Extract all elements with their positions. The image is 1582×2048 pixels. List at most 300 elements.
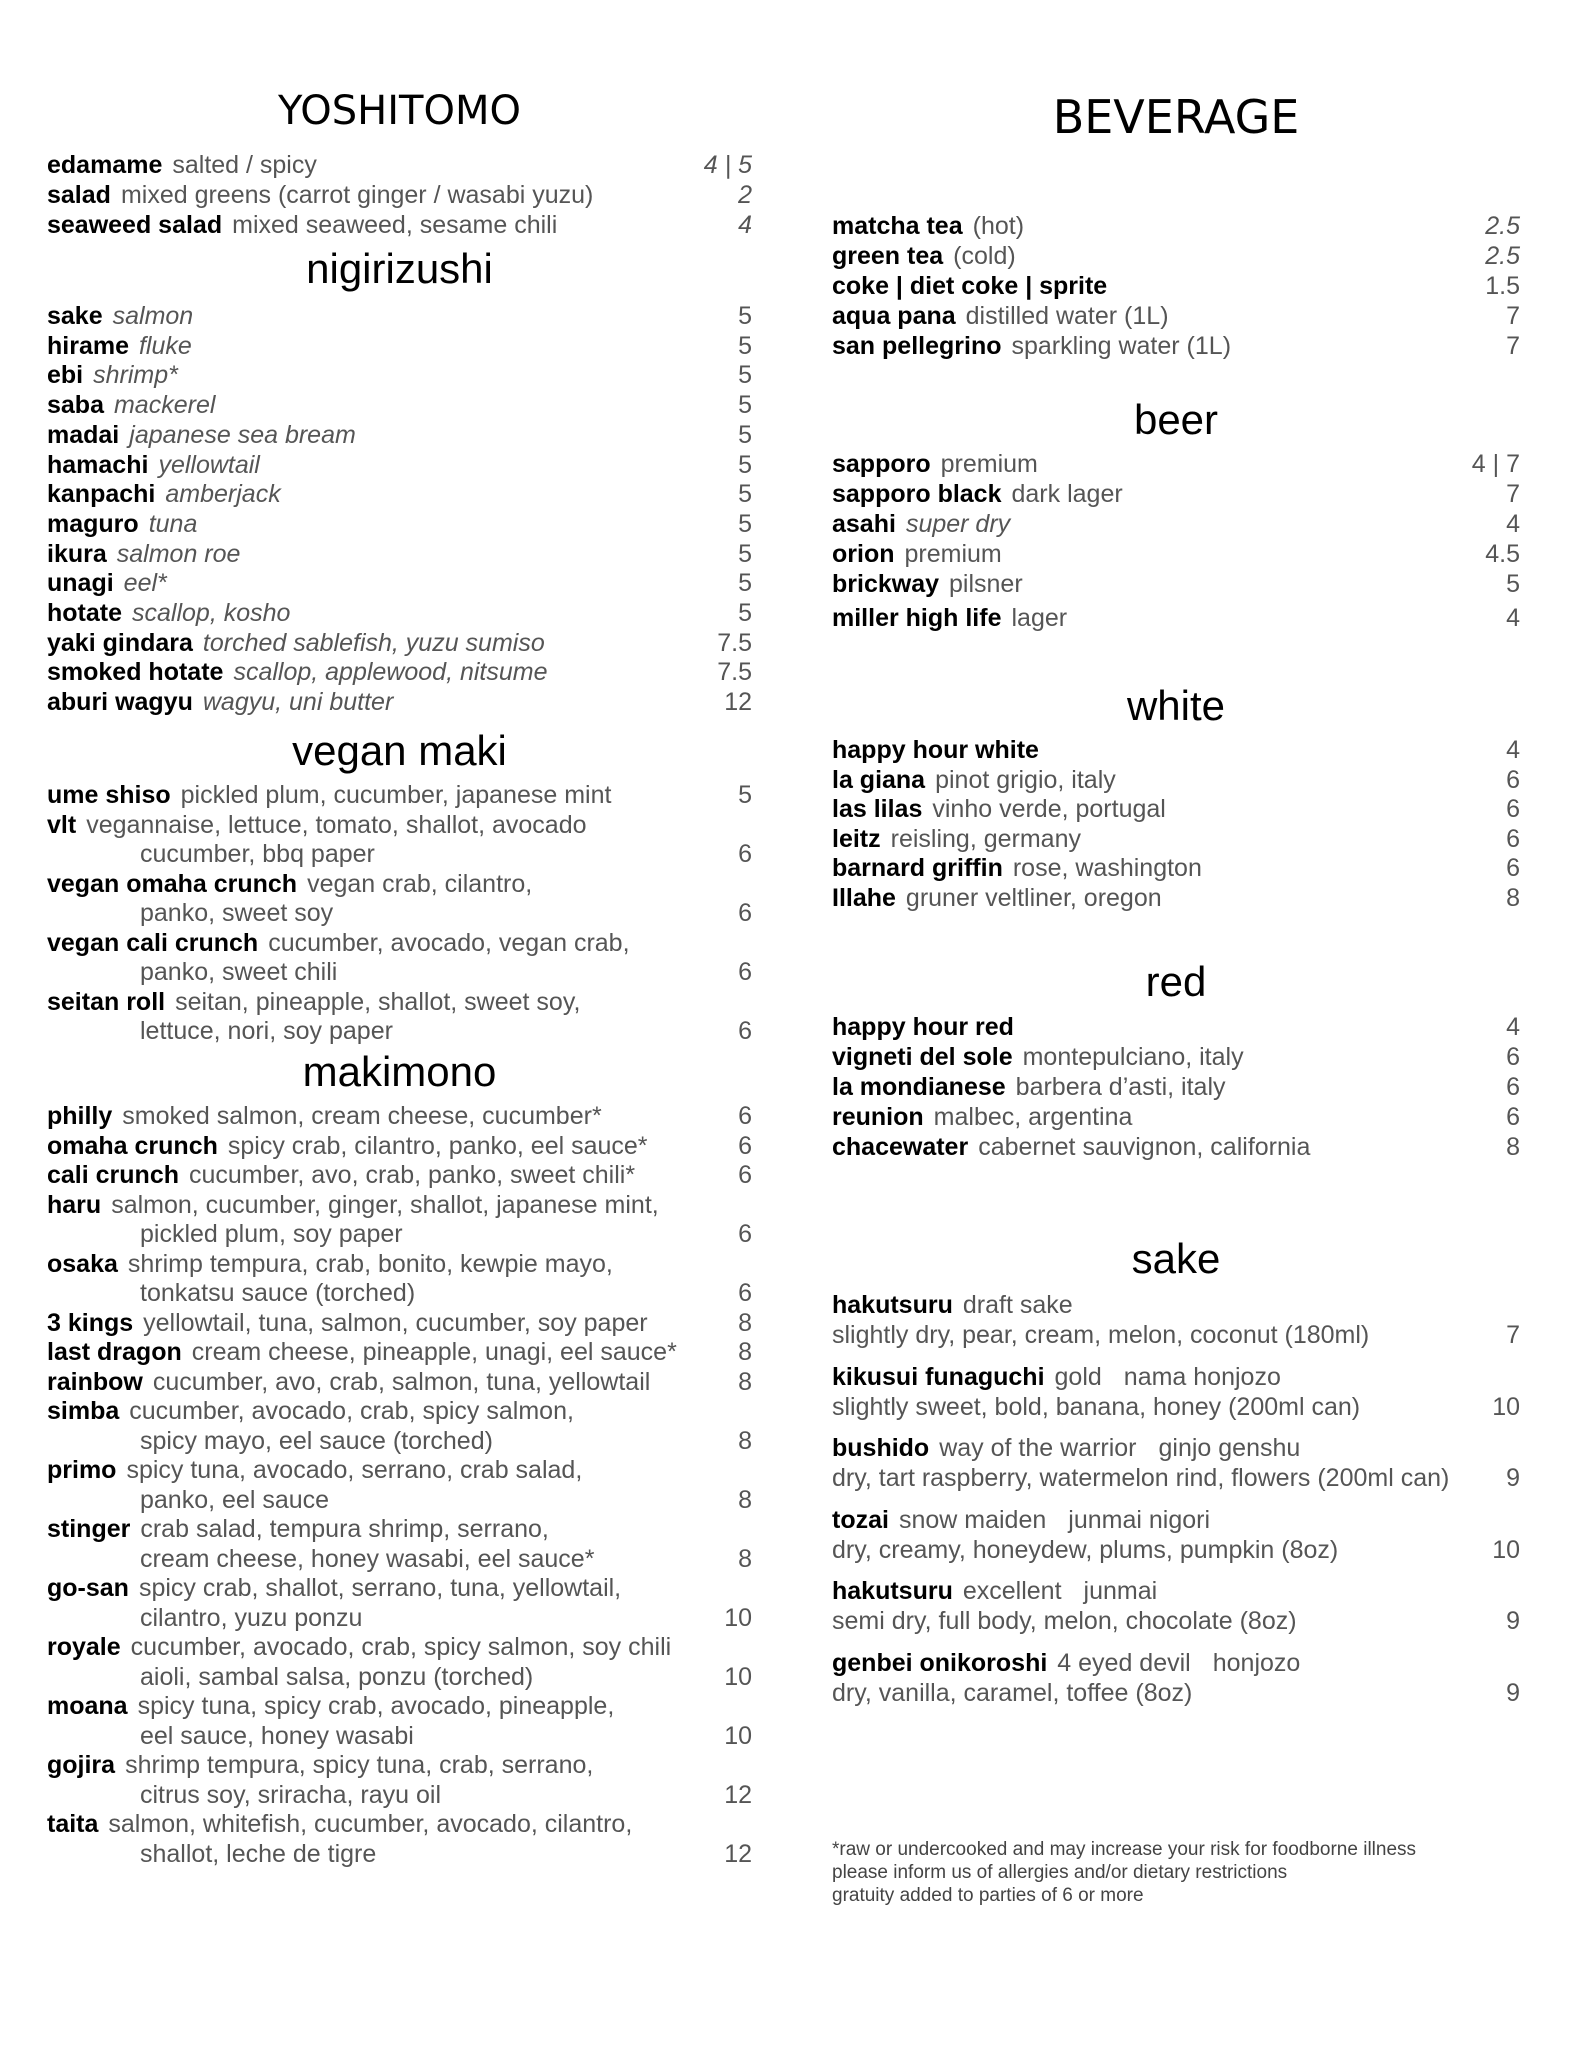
item-description: malbec, argentina [933,1103,1133,1131]
menu-item [47,450,752,480]
item-name: chacewater [832,1133,969,1161]
item-name: vegan omaha crunch [47,869,298,898]
item-name: sapporo black [832,480,1002,508]
item-name: 3 kings [47,1308,134,1337]
tasting-notes-text: semi dry, full body, melon, chocolate (8oz) [832,1607,1297,1635]
menu-item [47,568,752,598]
item-description-continued [140,1278,752,1308]
roll-item [47,810,752,840]
menu-item [832,735,1520,765]
roll-item [47,1632,752,1662]
item-description: salted / spicy [172,151,317,179]
item-name: vlt [47,810,77,839]
menu-item [832,449,1520,479]
item-name: edamame [47,151,163,179]
item-name: omaha crunch [47,1131,218,1160]
roll-item [47,1750,752,1780]
item-description: montepulciano, italy [1022,1043,1244,1071]
item-price: 7.5 [717,628,752,657]
item-description-line2: panko, eel sauce [140,1485,330,1514]
menu-item [832,824,1520,854]
item-description: cucumber, avocado, crab, spicy salmon, [129,1397,574,1425]
item-name: matcha tea [832,212,963,240]
item-name: hirame [47,331,129,360]
item-name: vigneti del sole [832,1043,1013,1071]
menu-item [47,150,752,180]
item-name: haru [47,1190,102,1219]
item-description: pickled plum, cucumber, japanese mint [180,781,612,809]
item-description-line2: spicy mayo, eel sauce (torched) [140,1426,493,1455]
sake-tasting-notes [832,1392,1520,1422]
item-price: 6 [1506,795,1520,824]
item-name: happy hour white [832,736,1039,764]
item-price: 6 [738,1017,752,1045]
item-description: shrimp* [93,361,178,390]
item-description-continued [140,1780,752,1810]
item-name: bushido [832,1434,930,1462]
item-price: 4 [1506,1013,1520,1041]
footnote-line: gratuity added to parties of 6 or more [832,1885,1144,1906]
menu-item [47,687,752,717]
item-name: miller high life [832,604,1002,632]
menu-item [47,657,752,687]
menu-item [47,479,752,509]
item-description: wagyu, uni butter [202,688,394,717]
roll-item [47,869,752,899]
item-description: super dry [905,510,1011,538]
item-price: 8 [738,1367,752,1396]
item-price: 6 [738,840,752,868]
item-description-line2: lettuce, nori, soy paper [140,1017,393,1045]
item-description: sparkling water (1L) [1011,332,1232,360]
item-description: draft sake [962,1291,1073,1319]
item-price: 12 [724,1839,752,1868]
item-description: salmon roe [116,539,241,568]
item-price: 6 [1506,824,1520,853]
item-name: sapporo [832,450,931,478]
roll-item [47,928,752,958]
menu-item [832,479,1520,509]
item-description-line2: cilantro, yuzu ponzu [140,1603,363,1632]
roll-item [47,1190,752,1220]
sake-tasting-notes [832,1535,1520,1565]
menu-item [47,628,752,658]
item-price: 4 [738,211,752,239]
item-price: 10 [1492,1535,1520,1564]
item-name: brickway [832,570,940,598]
item-price: 5 [1506,570,1520,598]
item-description: shrimp tempura, spicy tuna, crab, serrano, [125,1751,594,1779]
item-price: 5 [738,539,752,568]
item-description-continued [140,1721,752,1751]
item-description: premium [940,450,1038,478]
item-price: 2.5 [1485,242,1520,270]
menu-item [832,331,1520,361]
item-price: 6 [738,1161,752,1189]
item-name: aqua pana [832,302,956,330]
item-name: philly [47,1102,113,1130]
menu-item [47,598,752,628]
menu-item [832,603,1520,633]
item-price: 7 [1506,332,1520,360]
item-description: seitan, pineapple, shallot, sweet soy, [175,987,581,1016]
red-wine-heading: red [1145,958,1207,1005]
item-name: hotate [47,599,122,627]
item-description: shrimp tempura, crab, bonito, kewpie mayo, [127,1249,613,1278]
item-name: orion [832,540,895,568]
item-description: yellowtail [158,450,260,479]
item-price: 6 [738,958,752,986]
item-description: tuna [148,509,198,538]
item-price: 12 [724,688,752,717]
item-price: 5 [738,420,752,449]
item-description: 4 eyed devil [1057,1648,1191,1677]
roll-item [47,1396,752,1426]
menu-item [47,210,752,240]
item-price: 8 [738,1426,752,1455]
sake-tasting-notes [832,1320,1520,1350]
item-name: las lilas [832,795,923,824]
item-description: mackerel [113,391,216,420]
item-description-line2: eel sauce, honey wasabi [140,1721,414,1750]
item-description: cucumber, avocado, crab, spicy salmon, soy chili [130,1633,672,1661]
menu-item [832,853,1520,883]
roll-item [47,987,752,1017]
item-price: 12 [724,1780,752,1809]
roll-item [47,780,752,810]
sake-item [832,1290,1520,1320]
tasting-notes-text: slightly dry, pear, cream, melon, coconut (180ml) [832,1321,1370,1349]
footnote-line: please inform us of allergies and/or dietary restrictions [832,1862,1288,1883]
item-price: 5 [738,781,752,809]
sake-item [832,1648,1520,1678]
item-description: spicy crab, cilantro, panko, eel sauce* [227,1131,648,1160]
sake-item [832,1433,1520,1463]
item-name: hakutsuru [832,1577,953,1605]
item-name: kikusui funaguchi [832,1362,1045,1391]
item-style: nama honjozo [1123,1362,1281,1391]
item-description: cucumber, avo, crab, salmon, tuna, yellowtail [152,1367,651,1396]
item-price: 2 [738,181,752,209]
item-price: 5 [738,509,752,538]
item-description: pilsner [949,570,1023,598]
item-name: royale [47,1633,121,1661]
item-price: 8 [738,1544,752,1573]
item-price: 2.5 [1485,212,1520,240]
item-description: (hot) [972,212,1025,240]
menu-item [832,509,1520,539]
item-name: simba [47,1397,120,1425]
item-name: aburi wagyu [47,688,193,717]
item-style: ginjo genshu [1158,1434,1301,1462]
item-name: coke | diet coke | sprite [832,272,1108,300]
item-description-continued [140,1016,752,1046]
item-description-continued [140,1544,752,1574]
item-name: ume shiso [47,781,171,809]
item-name: tozai [832,1505,889,1534]
roll-item [47,1514,752,1544]
item-name: la mondianese [832,1073,1006,1101]
item-price: 10 [724,1603,752,1632]
roll-item [47,1573,752,1603]
roll-item [47,1308,752,1338]
item-description-continued [140,957,752,987]
footnote-line: *raw or undercooked and may increase your risk for foodborne illness [832,1839,1417,1860]
item-price: 10 [1492,1392,1520,1421]
item-name: Illahe [832,884,896,912]
sake-heading: sake [1131,1235,1221,1282]
tasting-notes-text: dry, vanilla, caramel, toffee (8oz) [832,1678,1193,1707]
item-name: moana [47,1692,128,1720]
nigiri-heading: nigirizushi [306,245,493,292]
item-price: 5 [738,361,752,390]
item-name: smoked hotate [47,658,224,687]
item-price: 9 [1506,1678,1520,1707]
footnotes [832,1838,1520,1907]
menu-item [832,211,1520,241]
item-price: 5 [738,450,752,479]
item-description-continued [140,898,752,928]
roll-item [47,1809,752,1839]
sake-tasting-notes [832,1463,1520,1493]
item-description: smoked salmon, cream cheese, cucumber* [122,1102,602,1130]
item-price: 4 | 5 [703,151,752,179]
item-description: distilled water (1L) [965,302,1169,330]
menu-item [47,509,752,539]
item-price: 4 | 7 [1471,450,1520,478]
menu-item [47,420,752,450]
menu-item [47,331,752,361]
item-description: crab salad, tempura shrimp, serrano, [140,1515,549,1543]
item-description: reisling, germany [890,824,1081,853]
item-description-line2: shallot, leche de tigre [140,1839,377,1868]
item-description-line2: cream cheese, honey wasabi, eel sauce* [140,1544,595,1573]
menu-item [832,1132,1520,1162]
item-price: 5 [738,331,752,360]
item-price: 7.5 [717,658,752,687]
tasting-notes-text: dry, creamy, honeydew, plums, pumpkin (8oz) [832,1535,1339,1564]
item-price: 8 [1506,884,1520,912]
menu-item [47,539,752,569]
menu-item [832,794,1520,824]
sake-tasting-notes [832,1606,1520,1636]
roll-item [47,1367,752,1397]
item-name: gojira [47,1751,116,1779]
item-description: scallop, applewood, nitsume [233,658,548,687]
item-description: mixed seaweed, sesame chili [232,211,558,239]
item-description: way of the warrior [939,1434,1137,1462]
menu-item [832,883,1520,913]
item-name: happy hour red [832,1013,1014,1041]
menu-item [832,301,1520,331]
item-description: yellowtail, tuna, salmon, cucumber, soy paper [143,1308,648,1337]
item-style: honjozo [1212,1648,1301,1677]
item-price: 5 [738,480,752,509]
item-price: 7 [1506,302,1520,330]
vegan-maki-heading: vegan maki [292,727,507,774]
item-description: vegannaise, lettuce, tomato, shallot, avocado [86,810,587,839]
item-name: saba [47,391,104,420]
item-description: mixed greens (carrot ginger / wasabi yuzu) [120,181,594,209]
menu-item [47,390,752,420]
item-description-continued [140,1662,752,1692]
item-description: barbera d’asti, italy [1015,1073,1226,1101]
item-name: la giana [832,765,926,794]
item-description-continued [140,1603,752,1633]
menu-item [832,1072,1520,1102]
menu-item [832,569,1520,599]
beverage-title: BEVERAGE [1052,90,1300,144]
item-name: san pellegrino [832,332,1002,360]
item-description-continued [140,1485,752,1515]
menu-item [832,1102,1520,1132]
item-name: barnard griffin [832,854,1003,883]
item-description: amberjack [165,480,281,509]
item-description: rose, washington [1012,854,1202,883]
item-name: madai [47,420,120,449]
item-name: leitz [832,824,881,853]
item-price: 7 [1506,480,1520,508]
roll-item [47,1455,752,1485]
menu-item [832,1042,1520,1072]
item-price: 5 [738,569,752,598]
item-name: primo [47,1456,117,1484]
item-description: lager [1011,604,1068,632]
menu-item [832,271,1520,301]
item-name: genbei onikoroshi [832,1648,1048,1677]
item-name: go-san [47,1574,129,1602]
item-price: 4 [1506,510,1520,538]
item-name: hakutsuru [832,1291,953,1319]
item-name: ikura [47,539,107,568]
item-description-line2: citrus soy, sriracha, rayu oil [140,1780,442,1809]
item-name: cali crunch [47,1161,179,1189]
item-description: excellent [962,1577,1062,1605]
item-price: 7 [1506,1321,1520,1349]
item-price: 6 [1506,1103,1520,1131]
roll-item [47,1337,752,1367]
item-price: 10 [724,1662,752,1691]
item-description-line2: aioli, sambal salsa, ponzu (torched) [140,1662,534,1691]
item-name: rainbow [47,1367,143,1396]
item-price: 6 [1506,765,1520,794]
item-description: salmon, cucumber, ginger, shallot, japanese mint, [111,1190,659,1219]
item-price: 6 [738,1131,752,1160]
tasting-notes-text: dry, tart raspberry, watermelon rind, flowers (200ml can) [832,1464,1450,1492]
item-description: salmon, whitefish, cucumber, avocado, cilantro, [108,1810,633,1838]
item-name: ebi [47,361,84,390]
menu-item [832,765,1520,795]
roll-item [47,1131,752,1161]
item-description: scallop, kosho [132,599,291,627]
beer-heading: beer [1133,396,1219,443]
item-price: 6 [738,1279,752,1307]
roll-item [47,1160,752,1190]
item-description-line2: cucumber, bbq paper [140,840,375,868]
item-price: 6 [738,1102,752,1130]
item-description: gold [1054,1362,1102,1391]
item-name: last dragon [47,1338,182,1366]
item-description-line2: tonkatsu sauce (torched) [140,1279,416,1307]
item-name: stinger [47,1515,131,1543]
item-name: unagi [47,569,114,598]
item-price: 5 [738,302,752,330]
item-description: cabernet sauvignon, california [978,1133,1311,1161]
item-price: 5 [738,599,752,627]
item-price: 8 [738,1308,752,1337]
item-name: taita [47,1810,99,1838]
item-price: 6 [738,1220,752,1248]
item-description: spicy tuna, avocado, serrano, crab salad, [126,1456,583,1484]
sake-tasting-notes [832,1678,1520,1708]
item-description-line2: panko, sweet soy [140,899,334,927]
menu-item [47,301,752,331]
item-description: vinho verde, portugal [932,795,1166,824]
menu-item [832,241,1520,271]
white-wine-heading: white [1126,682,1226,729]
roll-item [47,1101,752,1131]
item-price: 8 [1506,1133,1520,1161]
item-style: junmai nigori [1068,1505,1211,1534]
item-description: spicy tuna, spicy crab, avocado, pineapple, [137,1692,615,1720]
item-description: pinot grigio, italy [935,765,1116,794]
item-price: 6 [1506,1043,1520,1071]
item-description: cream cheese, pineapple, unagi, eel sauce* [191,1338,677,1366]
item-description: torched sablefish, yuzu sumiso [202,628,545,657]
roll-item [47,1691,752,1721]
menu-title: YOSHITOMO [278,88,521,134]
item-price: 4 [1506,736,1520,764]
item-description-line2: panko, sweet chili [140,958,338,986]
item-description: cucumber, avocado, vegan crab, [268,928,630,957]
item-name: seaweed salad [47,211,223,239]
item-description-continued [140,1426,752,1456]
item-price: 9 [1506,1607,1520,1635]
item-price: 6 [738,899,752,927]
item-description: vegan crab, cilantro, [307,869,533,898]
item-price: 4 [1506,604,1520,632]
item-price: 1.5 [1485,272,1520,300]
item-name: vegan cali crunch [47,928,259,957]
item-description: gruner veltliner, oregon [905,884,1162,912]
item-description: snow maiden [898,1505,1047,1534]
item-description: fluke [138,331,192,360]
item-name: asahi [832,510,896,538]
item-price: 6 [1506,1073,1520,1101]
item-price: 10 [724,1721,752,1750]
item-description: dark lager [1011,480,1123,508]
item-description-continued [140,839,752,869]
item-name: seitan roll [47,987,166,1016]
item-description: premium [904,540,1002,568]
item-description: (cold) [953,242,1016,270]
item-name: salad [47,181,111,209]
item-price: 9 [1506,1464,1520,1492]
menu-item [832,1012,1520,1042]
item-style: junmai [1083,1577,1158,1605]
roll-item [47,1249,752,1279]
item-description: spicy crab, shallot, serrano, tuna, yellowtail, [138,1574,622,1602]
sake-item [832,1576,1520,1606]
item-description: cucumber, avo, crab, panko, sweet chili* [189,1161,636,1189]
item-name: sake [47,302,103,330]
item-name: kanpachi [47,480,156,509]
item-description-continued [140,1839,752,1869]
item-description-line2: pickled plum, soy paper [140,1220,403,1248]
item-name: green tea [832,242,944,270]
item-name: osaka [47,1249,118,1278]
item-name: reunion [832,1103,924,1131]
